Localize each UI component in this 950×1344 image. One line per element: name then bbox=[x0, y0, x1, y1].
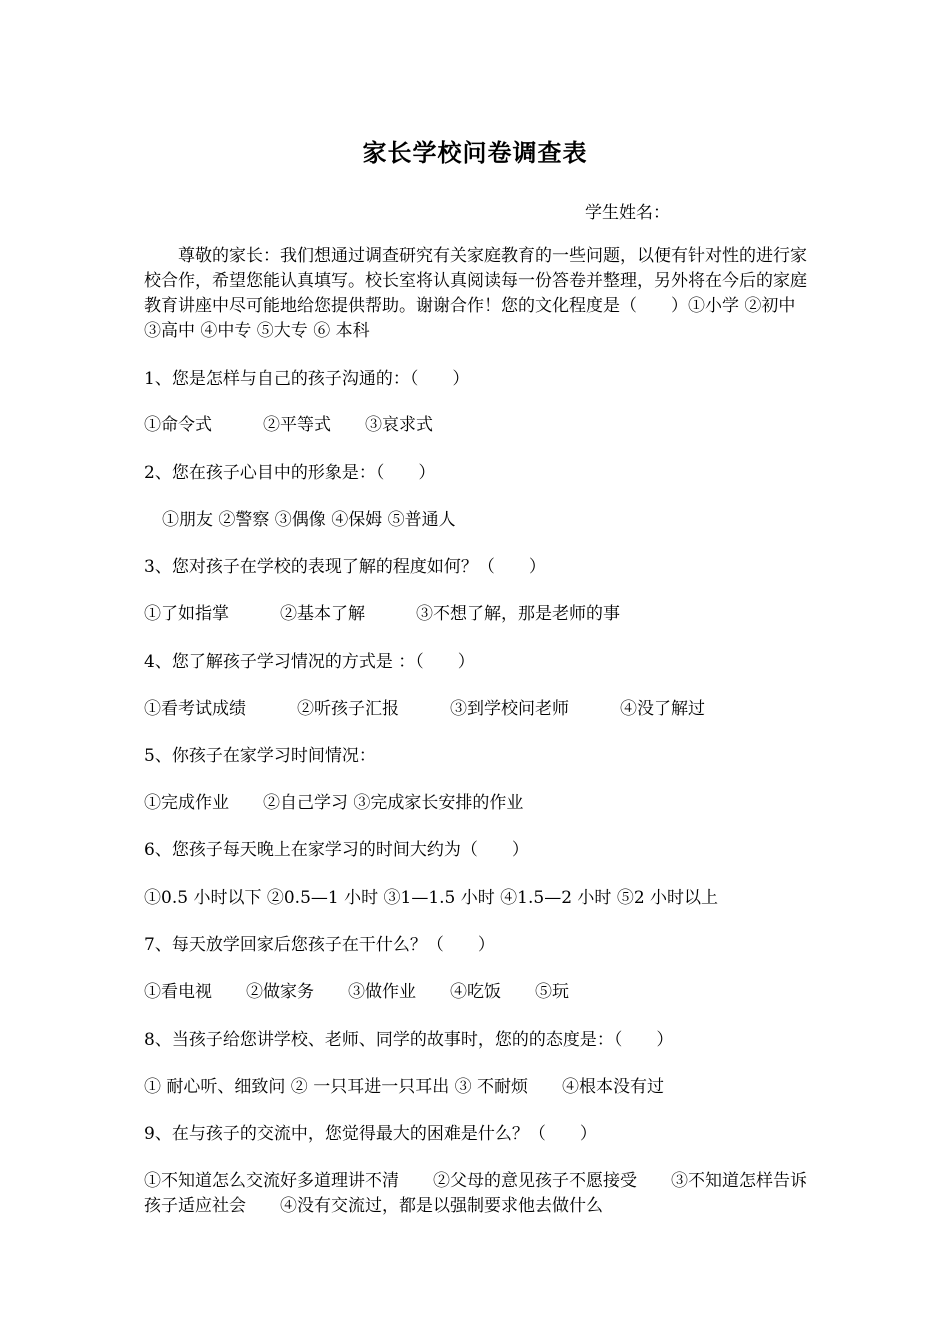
intro-paragraph: 尊敬的家长：我们想通过调查研究有关家庭教育的一些问题，以便有针对性的进行家校合作，希望您能认真填写。校长室将认真阅读每一份答卷并整理，另外将在今后的家庭教育讲座中尽可能地给您提供帮助。谢谢合作！您的文化程度是（ ）①小学 ②初中 ③高中 ④中专 ⑤大专 ⑥ 本科 bbox=[144, 246, 807, 341]
question-8: 8、当孩子给您讲学校、老师、同学的故事时，您的的态度是：（ ） bbox=[144, 1030, 674, 1050]
page-title: 家长学校问卷调查表 bbox=[362, 138, 588, 167]
question-9-options: ①不知道怎么交流好多道理讲不清 ②父母的意见孩子不愿接受 ③不知道怎样告诉孩子适应社会 ④没有交流过，都是以强制要求他去做什么 bbox=[144, 1171, 807, 1216]
question-1-options: ①命令式 ②平等式 ③哀求式 bbox=[144, 415, 433, 435]
question-4-options: ①看考试成绩 ②听孩子汇报 ③到学校问老师 ④没了解过 bbox=[144, 699, 705, 719]
question-3: 3、您对孩子在学校的表现了解的程度如何？（ ） bbox=[144, 557, 546, 577]
question-9: 9、在与孩子的交流中，您觉得最大的困难是什么？（ ） bbox=[144, 1124, 597, 1144]
question-5: 5、你孩子在家学习时间情况： bbox=[144, 746, 376, 766]
question-7-options: ①看电视 ②做家务 ③做作业 ④吃饭 ⑤玩 bbox=[144, 982, 569, 1002]
question-5-options: ①完成作业 ②自己学习 ③完成家长安排的作业 bbox=[144, 793, 524, 813]
question-6-options: ①0.5 小时以下 ②0.5—1 小时 ③1—1.5 小时 ④1.5—2 小时 ⑤2 小时以上 bbox=[144, 888, 719, 908]
question-1: 1、您是怎样与自己的孩子沟通的：（ ） bbox=[144, 369, 470, 389]
student-name-label: 学生姓名： bbox=[585, 203, 670, 223]
question-7: 7、每天放学回家后您孩子在干什么？（ ） bbox=[144, 935, 495, 955]
question-2-options: ①朋友 ②警察 ③偶像 ④保姆 ⑤普通人 bbox=[162, 510, 456, 530]
question-6: 6、您孩子每天晚上在家学习的时间大约为（ ） bbox=[144, 840, 529, 860]
question-4: 4、您了解孩子学习情况的方式是 ：（ ） bbox=[144, 652, 475, 672]
question-3-options: ①了如指掌 ②基本了解 ③不想了解，那是老师的事 bbox=[144, 604, 620, 624]
question-2: 2、您在孩子心目中的形象是：（ ） bbox=[144, 463, 436, 483]
question-8-options: ① 耐心听、细致问 ② 一只耳进一只耳出 ③ 不耐烦 ④根本没有过 bbox=[144, 1077, 665, 1097]
